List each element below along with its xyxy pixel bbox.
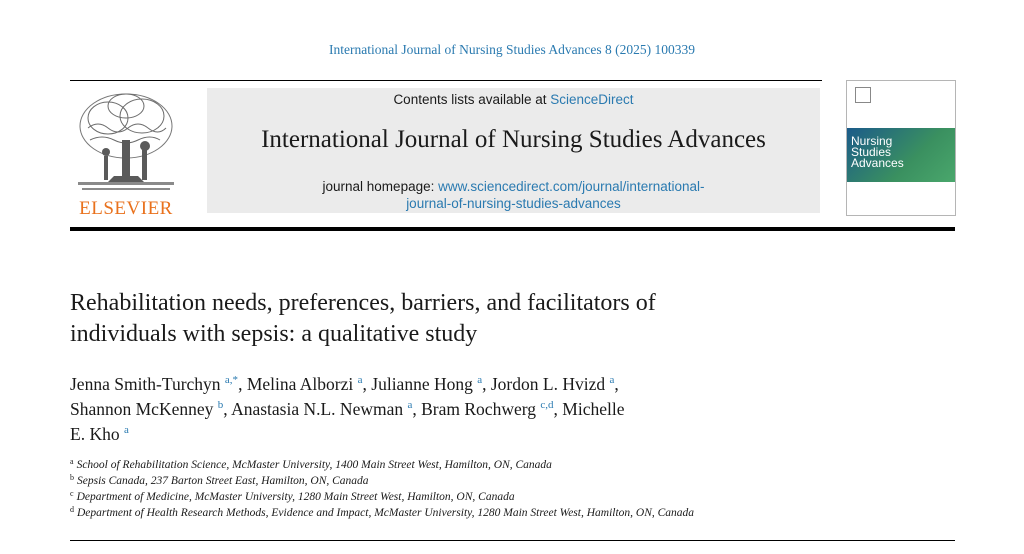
homepage-link-line1[interactable]: www.sciencedirect.com/journal/international- (438, 179, 705, 194)
affiliation-text: Sepsis Canada, 237 Barton Street East, Hamilton, ON, Canada (77, 475, 369, 487)
author-name: Melina Alborzi (246, 374, 354, 394)
author-affiliation-link[interactable]: a (477, 374, 483, 386)
author-name: Anastasia N.L. Newman (231, 399, 404, 419)
author-affiliation-link[interactable]: c,d (540, 399, 554, 411)
cover-title (851, 136, 951, 169)
author-name-cont: E. Kho (70, 424, 120, 444)
affiliation-item (70, 505, 950, 521)
journal-banner (207, 88, 820, 213)
sciencedirect-link[interactable]: ScienceDirect (550, 92, 634, 107)
journal-name: International Journal of Nursing Studies Advances (261, 126, 766, 153)
journal-homepage (207, 178, 820, 212)
cover-logo-icon (855, 87, 871, 103)
author-name: Michelle (562, 399, 625, 419)
affiliation-key: d (70, 505, 74, 514)
author-name: Shannon McKenney (70, 399, 214, 419)
author-name: Jordon L. Hvizd (490, 374, 606, 394)
affiliation-text: School of Rehabilitation Science, McMaster University, 1400 Main Street West, Hamilton, ON, Canada (76, 459, 552, 471)
homepage-link-line2[interactable]: journal-of-nursing-studies-advances (406, 196, 621, 211)
author-affiliation-link[interactable]: b (217, 399, 224, 411)
author-name: Bram Rochwerg (421, 399, 536, 419)
author-name: Jenna Smith-Turchyn (70, 374, 221, 394)
publisher-logo[interactable] (68, 88, 184, 220)
affiliation-text: Department of Medicine, McMaster University, 1280 Main Street West, Hamilton, ON, Canada (76, 491, 515, 503)
contents-line (207, 92, 820, 107)
contents-prefix: Contents lists available at (393, 92, 551, 107)
section-rule (70, 540, 955, 541)
affiliation-item (70, 473, 950, 489)
journal-cover-thumbnail[interactable] (846, 80, 956, 216)
affiliation-item (70, 489, 950, 505)
affiliation-item (70, 457, 950, 473)
cover-title-line1: Nursing (851, 134, 893, 148)
header-rule (70, 80, 822, 81)
author-affiliation-link[interactable]: a (123, 424, 129, 436)
affiliation-key: b (70, 473, 74, 482)
cover-footer (847, 182, 955, 215)
elsevier-tree-icon (68, 88, 184, 196)
article-title-line2: individuals with sepsis: a qualitative study (70, 321, 478, 347)
affiliation-key: c (70, 489, 74, 498)
header-thick-rule (70, 227, 955, 231)
homepage-label: journal homepage: (322, 179, 439, 194)
cover-title-line2: Studies (851, 145, 892, 159)
author-affiliation-link[interactable]: a,* (224, 374, 239, 386)
affiliation-list (70, 457, 950, 521)
article-title-line1: Rehabilitation needs, preferences, barriers, and facilitators of (70, 290, 656, 316)
journal-citation[interactable]: International Journal of Nursing Studies Advances 8 (2025) 100339 (329, 42, 695, 57)
author-name: Julianne Hong (371, 374, 473, 394)
author-affiliation-link[interactable]: a (609, 374, 615, 386)
affiliation-text: Department of Health Research Methods, Evidence and Impact, McMaster University, 1280 Main Street West, Hamilton, ON, Canada (77, 507, 695, 519)
publisher-name: ELSEVIER (79, 198, 173, 219)
author-list: Jenna Smith-Turchyn $^{a,*}$, Melina Alborzi $^a$, Julianne Hong $^a$, Jordon L. Hvizd $^a$, Shannon McKenney $^b$, Anastasia N.L. Newman $^a$, Bram Rochwerg $^{c,d}$, Michelle E. Kho $^a$ (70, 374, 625, 444)
affiliation-key: a (70, 457, 74, 466)
article-title (70, 288, 790, 350)
cover-title-line3: Advances (851, 156, 904, 170)
author-affiliation-link[interactable]: a (357, 374, 363, 386)
author-affiliation-link[interactable]: a (407, 399, 413, 411)
